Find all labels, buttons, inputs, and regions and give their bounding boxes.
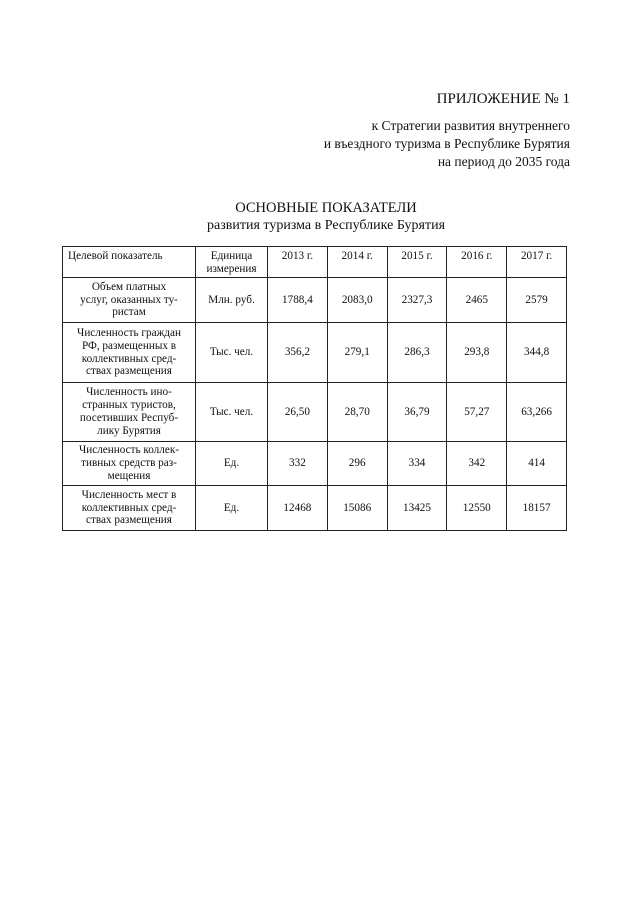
table-row xyxy=(63,383,567,442)
table-row xyxy=(63,323,567,383)
indicator-name-line: ствах размещения xyxy=(86,514,172,527)
indicator-name-line: коллективных сред- xyxy=(81,501,177,514)
column-header: 2014 г. xyxy=(327,247,387,278)
value-cell: 296 xyxy=(327,442,387,486)
indicator-name-line: РФ, размещенных в xyxy=(81,339,177,352)
unit-cell: Тыс. чел. xyxy=(196,383,268,442)
value-cell: 293,8 xyxy=(447,323,507,383)
indicator-name-line: Объем платных xyxy=(91,280,167,293)
indicator-name-line: ристам xyxy=(112,306,146,319)
value-cell: 18157 xyxy=(507,486,567,531)
value-cell: 36,79 xyxy=(387,383,447,442)
value-cell: 28,70 xyxy=(327,383,387,442)
indicator-name-cell xyxy=(63,323,196,383)
value-cell: 26,50 xyxy=(268,383,328,442)
value-cell: 344,8 xyxy=(507,323,567,383)
document-heading xyxy=(0,199,640,235)
unit-cell: Тыс. чел. xyxy=(196,323,268,383)
indicator-name-cell xyxy=(63,442,196,486)
value-cell: 12468 xyxy=(268,486,328,531)
value-cell: 286,3 xyxy=(387,323,447,383)
appendix-line: на период до 2035 года xyxy=(437,154,570,169)
value-cell: 332 xyxy=(268,442,328,486)
appendix-line: и въездного туризма в Республике Бурятия xyxy=(323,136,570,151)
value-cell: 13425 xyxy=(387,486,447,531)
value-cell: 2083,0 xyxy=(327,278,387,323)
value-cell: 12550 xyxy=(447,486,507,531)
column-header: Единица измерения xyxy=(196,247,268,278)
value-cell: 414 xyxy=(507,442,567,486)
table-row xyxy=(63,442,567,486)
indicator-name-line: Численность мест в xyxy=(81,488,177,501)
unit-cell: Ед. xyxy=(196,442,268,486)
indicator-name-line: Численность граждан xyxy=(77,326,181,339)
indicator-name-line: Численность коллек- xyxy=(79,444,179,457)
value-cell: 279,1 xyxy=(327,323,387,383)
indicator-name-cell xyxy=(63,383,196,442)
value-cell: 356,2 xyxy=(268,323,328,383)
heading-subtitle: развития туризма в Республике Бурятия xyxy=(206,218,446,233)
appendix-line: к Стратегии развития внутреннего xyxy=(371,118,570,133)
indicator-name-cell xyxy=(63,486,196,531)
indicator-name-line: мещения xyxy=(107,469,151,482)
value-cell: 57,27 xyxy=(447,383,507,442)
indicator-name-cell xyxy=(63,278,196,323)
indicator-name-line: ствах размещения xyxy=(86,365,172,378)
indicator-name-line: коллективных сред- xyxy=(81,352,177,365)
value-cell: 1788,4 xyxy=(268,278,328,323)
indicators-table xyxy=(62,246,567,531)
table-row xyxy=(63,486,567,531)
column-header: 2016 г. xyxy=(447,247,507,278)
table-row xyxy=(63,278,567,323)
indicator-name-line: посетивших Респуб- xyxy=(79,412,179,424)
value-cell: 15086 xyxy=(327,486,387,531)
value-cell: 2465 xyxy=(447,278,507,323)
column-header: 2015 г. xyxy=(387,247,447,278)
value-cell: 334 xyxy=(387,442,447,486)
indicator-name-line: тивных средств раз- xyxy=(81,457,177,470)
indicator-name-line: лику Бурятия xyxy=(97,424,161,437)
indicator-name-line: услуг, оказанных ту- xyxy=(80,293,178,306)
value-cell: 63,266 xyxy=(507,383,567,442)
indicator-name-line: странных туристов, xyxy=(82,399,176,412)
column-header: Целевой показатель xyxy=(63,247,196,278)
indicator-name-line: Численность ино- xyxy=(86,386,172,399)
appendix-title: ПРИЛОЖЕНИЕ № 1 xyxy=(436,91,570,107)
table-header-row xyxy=(63,247,567,278)
value-cell: 342 xyxy=(447,442,507,486)
column-header: 2013 г. xyxy=(268,247,328,278)
unit-cell: Млн. руб. xyxy=(196,278,268,323)
value-cell: 2579 xyxy=(507,278,567,323)
value-cell: 2327,3 xyxy=(387,278,447,323)
appendix-block xyxy=(324,89,570,171)
unit-cell: Ед. xyxy=(196,486,268,531)
heading-title: ОСНОВНЫЕ ПОКАЗАТЕЛИ xyxy=(235,200,417,216)
column-header: 2017 г. xyxy=(507,247,567,278)
